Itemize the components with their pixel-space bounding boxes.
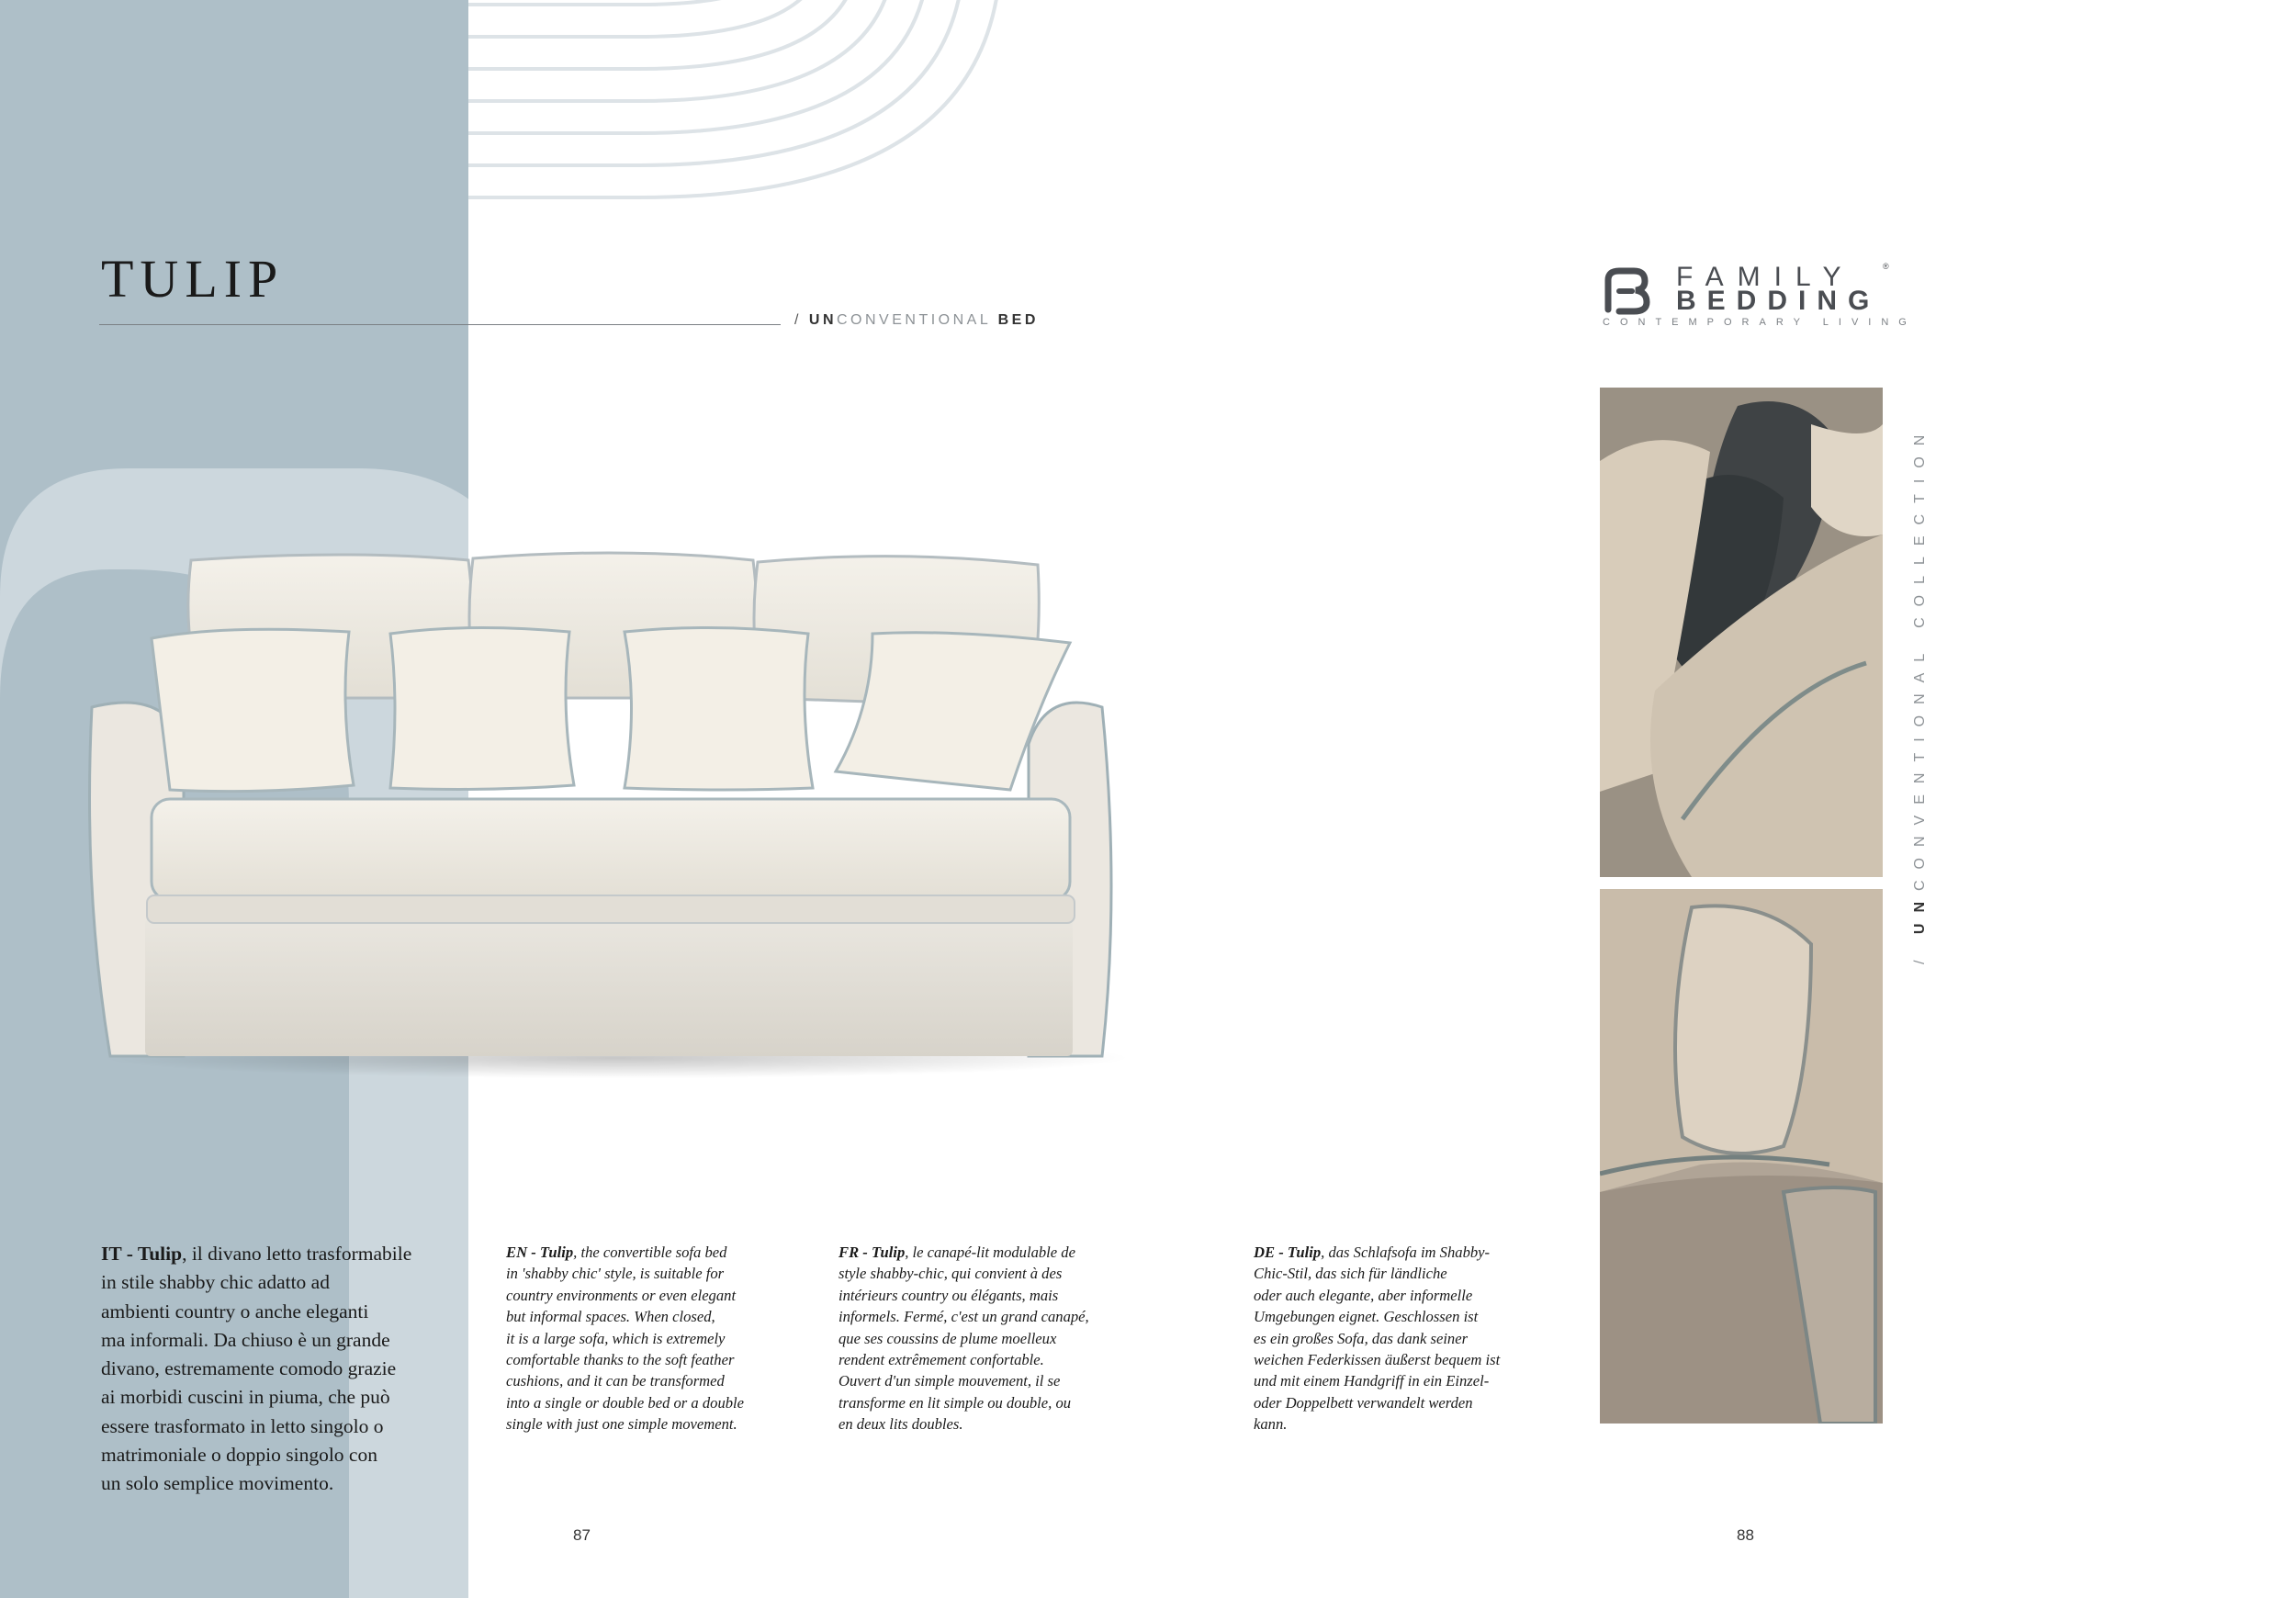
sofa-product-photo (73, 523, 1157, 1093)
logo-word-bedding: BEDDING (1676, 286, 1881, 316)
description-english: EN - Tulip, the convertible sofa bed in 'shabby chic' style, is suitable for country environments or even elegant but informal spaces. When closed, it is a large sofa, which is extremely comfortable thanks to the soft feather cushions, and it can be transformed into a single or double bed or a double single with just one simple movement. (506, 1244, 745, 1434)
brand-mark-icon (1603, 267, 1650, 315)
title-divider (99, 324, 781, 325)
family-bedding-logo (1603, 262, 1917, 335)
armrest-closeup-photo (1600, 889, 1883, 1424)
description-italian: IT - Tulip, il divano letto trasformabile in stile shabby chic adatto ad ambienti country o anche eleganti ma informali. Da chiuso è un grande divano, estremamente comodo grazie ai morbidi cuscini in piuma, che può essere trasformato in letto singolo o matrimoniale o doppio singolo con un solo semplice movimento. (101, 1243, 412, 1495)
page-number-right: 88 (1737, 1526, 1754, 1544)
logo-tagline: CONTEMPORARY LIVING (1603, 317, 1917, 328)
registered-mark: ® (1883, 262, 1889, 271)
description-french: FR - Tulip, le canapé-lit modulable de style shabby-chic, qui convient à des intérieurs country ou élégants, mais informels. Fermé, c'est un grand canapé, que ses coussins de plume moelleux rendent extrêmement confortable. Ouvert d'un simple mouvement, il se transforme en lit simple ou double, ou en deux lits doubles. (838, 1244, 1089, 1434)
collection-subtitle: / UNCONVENTIONAL BED (794, 312, 1039, 328)
logo-word-family: FAMILY (1676, 262, 1855, 292)
page-number-left: 87 (573, 1526, 591, 1544)
product-title: TULIP (101, 249, 285, 309)
vertical-collection-label: / UNCONVENTIONAL COLLECTION (1912, 423, 1928, 964)
cushion-closeup-photo (1600, 388, 1883, 877)
description-german: DE - Tulip, das Schlafsofa im Shabby- Chic-Stil, das sich für ländliche oder auch elegante, aber informelle Umgebungen eignet. Geschlossen ist es ein großes Sofa, das dank seiner weichen Federkissen äußerst bequem ist und mit einem Handgriff in ein Einzel- oder Doppelbett verwandelt werden kann. (1254, 1244, 1501, 1434)
